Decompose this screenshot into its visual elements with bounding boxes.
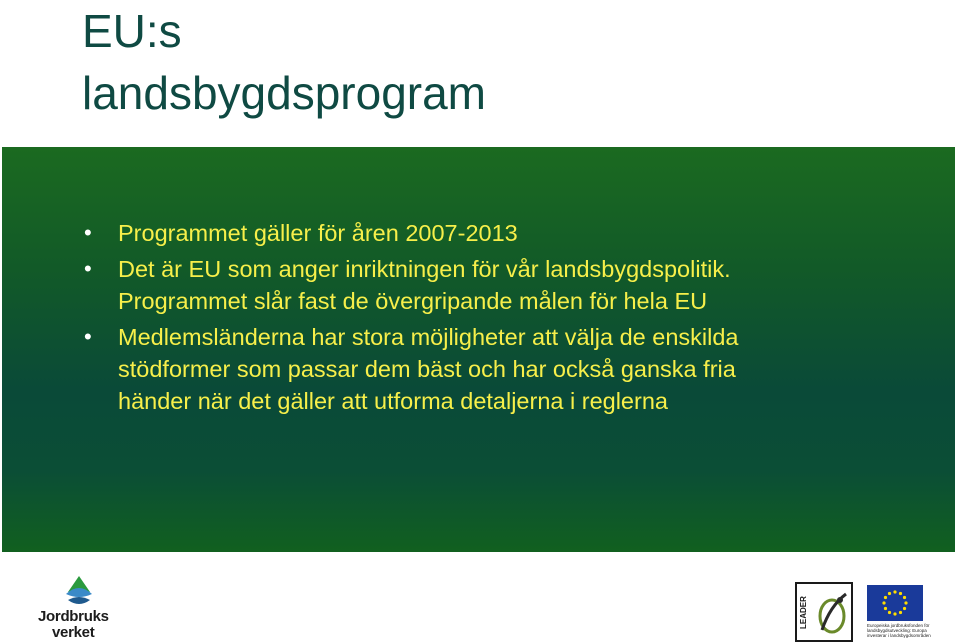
eu-caption-line: landsbygdsutveckling: Europa <box>867 628 927 633</box>
eu-star <box>882 601 885 604</box>
eu-star <box>884 596 887 599</box>
eu-star <box>888 611 891 614</box>
bullet-item <box>2 217 955 249</box>
bullet-dot: • <box>84 220 92 245</box>
footer <box>0 552 960 644</box>
bullet-text: stödformer som passar dem bäst och har också ganska fria <box>118 356 736 382</box>
bullet-item <box>2 253 955 317</box>
bullet-list <box>2 217 955 421</box>
jordbruksverket-word-2: verket <box>52 624 95 641</box>
bullet-text: Programmet gäller för åren 2007-2013 <box>118 220 518 246</box>
eu-caption-line: investerar i landsbygdsområden <box>867 633 931 638</box>
eu-star <box>903 596 906 599</box>
eu-star <box>884 607 887 610</box>
leaf-figure-icon <box>812 586 852 638</box>
leader-text: LEADER <box>799 596 808 630</box>
bullet-text: händer när det gäller att utforma detaljerna i reglerna <box>118 388 668 414</box>
bullet-text: Medlemsländerna har stora möjligheter att välja de enskilda <box>118 324 739 350</box>
title-line-2: landsbygdsprogram <box>82 67 487 119</box>
eu-caption-line: Europeiska jordbruksfonden för <box>867 623 930 628</box>
eu-star <box>893 612 896 615</box>
bullet-dot: • <box>84 256 92 281</box>
eu-star <box>904 601 907 604</box>
eu-star <box>899 611 902 614</box>
eu-star <box>893 590 896 593</box>
eu-caption <box>867 623 931 638</box>
eu-star <box>899 592 902 595</box>
bullet-text: Det är EU som anger inriktningen för vår landsbygdspolitik. <box>118 256 731 282</box>
content-panel <box>2 147 955 552</box>
bullet-dot: • <box>84 324 92 349</box>
jordbruksverket-logo <box>38 572 128 644</box>
bullet-text: Programmet slår fast de övergripande målen för hela EU <box>118 288 708 314</box>
slide-title <box>82 0 486 124</box>
eu-star <box>903 607 906 610</box>
eu-star <box>888 592 891 595</box>
leader-logo <box>795 582 853 642</box>
title-line-1: EU:s <box>82 5 182 57</box>
eu-stars-icon <box>867 585 923 621</box>
jordbruksverket-emblem-icon <box>38 572 128 612</box>
bullet-item <box>2 321 955 417</box>
eu-flag-icon <box>867 585 923 621</box>
jordbruksverket-word-1: Jordbruks <box>38 608 109 625</box>
eu-logo <box>867 585 931 643</box>
